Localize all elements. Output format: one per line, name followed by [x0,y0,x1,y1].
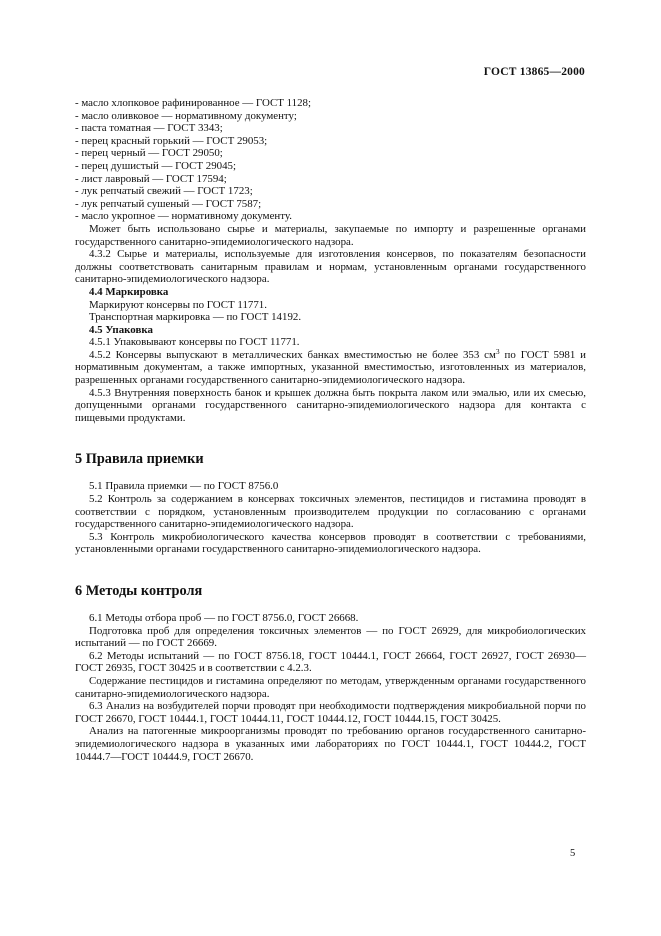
paragraph-4-5-3: 4.5.3 Внутренняя поверхность банок и крышек должна быть покрыта лаком или эмалью, или их смесью, допущенными органами государственного санитарно-эпидемиологического надзора для контакта с пищевыми продуктами. [75,386,586,424]
list-item: - перец душистый — ГОСТ 29045; [75,159,237,172]
list-item: - масло хлопковое рафинированное — ГОСТ 1128; [75,97,311,109]
list-item: - лук репчатый свежий — ГОСТ 1723; [75,185,253,198]
page-number: 5 [570,848,576,859]
paragraph-5-3: 5.3 Контроль микробиологического качества консервов проводят в соответствии с требованиями, установленными органами государственного санитарно-эпидемиологического надзора. [75,530,586,556]
marking-paragraph: Маркируют консервы по ГОСТ 11771. [89,298,267,311]
paragraph-4-3-2: 4.3.2 Сырье и материалы, используемые для изготовления консервов, по показателям безопасности должны соответствовать санитарным правилам и нормам, установленным органами государственного санитарно-эпидемиологического надзора. [75,248,586,286]
list-item: - масло укропное — нормативному документу. [75,210,292,223]
subsection-heading-packaging: 4.5 Упаковка [89,323,153,336]
paragraph-4-5-2-text-a: 4.5.2 Консервы выпускают в металлических банках вместимостью не более 353 см [89,348,496,361]
paragraph-4-5-1: 4.5.1 Упаковывают консервы по ГОСТ 11771. [89,336,300,349]
pesticides-paragraph: Содержание пестицидов и гистамина определяют по методам, утвержденным органами государственного санитарно-эпидемиологического надзора. [75,674,586,700]
list-item: - масло оливковое — нормативному документу; [75,109,297,122]
section-5-title: 5 Правила приемки [75,451,204,468]
paragraph-5-1: 5.1 Правила приемки — по ГОСТ 8756.0 [89,480,279,493]
pathogens-paragraph: Анализ на патогенные микроорганизмы проводят по требованию органов государственного санитарно-эпидемиологического надзора в указанных ими лабораториях по ГОСТ 10444.1, ГОСТ 10444.2, ГОСТ 10444.7—ГОСТ 10444.9, ГОСТ 26670. [75,725,586,763]
import-note-paragraph: Может быть использовано сырье и материалы, закупаемые по импорту и разрешенные органами государственного санитарно-эпидемиологического надзора. [75,222,586,248]
paragraph-6-3: 6.3 Анализ на возбудителей порчи проводят при необходимости подтверждения микробиальной порчи по ГОСТ 26670, ГОСТ 10444.1, ГОСТ 10444.11, ГОСТ 10444.12, ГОСТ 10444.15, ГОСТ 30425. [75,700,586,725]
list-item: - паста томатная — ГОСТ 3343; [75,122,223,135]
subsection-heading-marking: 4.4 Маркировка [89,285,169,298]
paragraph-6-1: 6.1 Методы отбора проб — по ГОСТ 8756.0, ГОСТ 26668. [89,612,359,624]
paragraph-6-2: 6.2 Методы испытаний — по ГОСТ 8756.18, ГОСТ 10444.1, ГОСТ 26664, ГОСТ 26927, ГОСТ 26930—ГОСТ 26935, ГОСТ 30425 и в соответствии с 4.2.3. [75,649,586,675]
list-item: - перец черный — ГОСТ 29050; [75,147,223,160]
list-item: - лук репчатый сушеный — ГОСТ 7587; [75,197,262,210]
paragraph-4-5-2 [75,346,587,387]
list-item: - лист лавровый — ГОСТ 17594; [75,172,227,185]
cubic-superscript: 3 [495,346,500,356]
paragraph-5-2: 5.2 Контроль за содержанием в консервах токсичных элементов, пестицидов и гистамина проводят в соответствии с порядком, установленным производителем продукции по согласованию с органами государственного санитарно-эпидемиологического надзора. [75,493,586,531]
standard-code-header: ГОСТ 13865—2000 [483,66,585,78]
section-6-title: 6 Методы контроля [75,583,203,599]
ingredient-list [75,97,586,223]
page-body [75,97,586,763]
sample-prep-paragraph: Подготовка проб для определения токсичных элементов — по ГОСТ 26929, для микробиологических испытаний — по ГОСТ 26669. [75,624,586,650]
paragraph-4-5-2-text-b: по ГОСТ 5981 и нормативным документам, а также импортных, указанной вместимостью, изготовленных из материалов, разрешенных органами государственного санитарно-эпидемиологического надзора. [75,348,587,387]
transport-marking-paragraph: Транспортная маркировка — по ГОСТ 14192. [89,311,302,324]
list-item: - перец красный горький — ГОСТ 29053; [75,134,268,147]
